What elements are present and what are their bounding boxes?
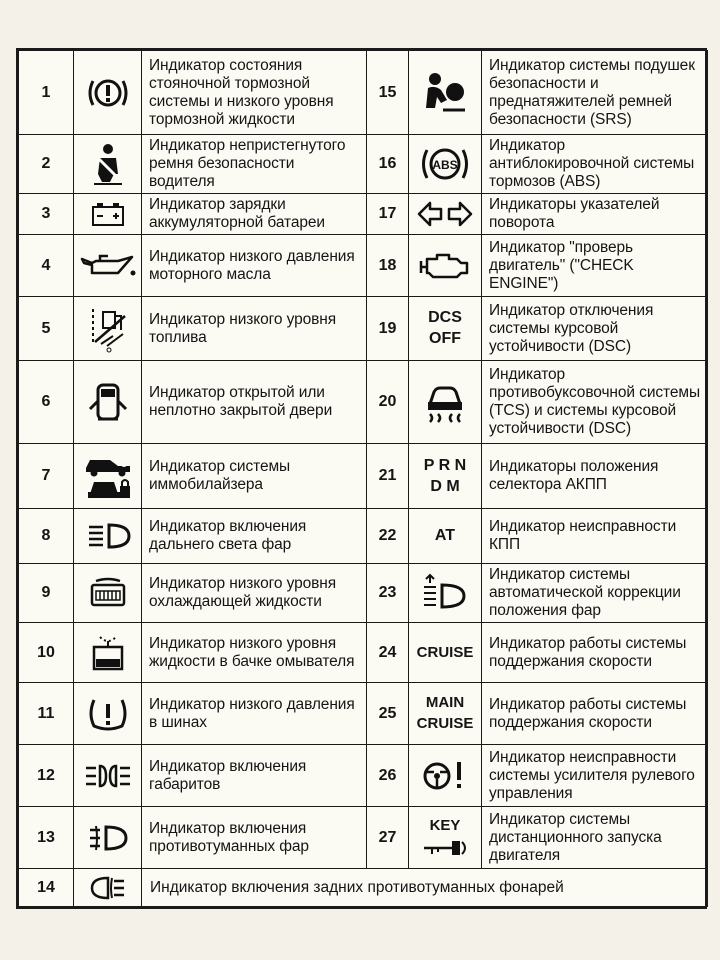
row-number: 3	[19, 194, 74, 235]
row-description: Индикатор включения противотуманных фар	[142, 807, 367, 869]
row-number: 24	[367, 623, 409, 683]
row-description: Индикатор работы системы поддержания скорости	[482, 623, 708, 683]
parking-lights-icon	[74, 745, 142, 807]
key-icon: KEY	[409, 807, 482, 869]
table-row	[19, 194, 708, 235]
table-row	[19, 564, 708, 623]
high-beam-icon	[74, 509, 142, 564]
row-number: 27	[367, 807, 409, 869]
table-row	[19, 509, 708, 564]
headlight-leveling-icon	[409, 564, 482, 623]
table-row	[19, 361, 708, 444]
table-row	[19, 623, 708, 683]
row-number: 7	[19, 444, 74, 509]
at-label: AT	[409, 509, 482, 564]
row-number: 15	[367, 51, 409, 135]
row-number: 23	[367, 564, 409, 623]
row-description: Индикатор включения габаритов	[142, 745, 367, 807]
row-number: 9	[19, 564, 74, 623]
row-description: Индикатор низкого уровня жидкости в бачке омывателя	[142, 623, 367, 683]
row-description: Индикатор низкого давления моторного масла	[142, 235, 367, 297]
row-description: Индикатор системы автоматической коррекции положения фар	[482, 564, 708, 623]
tire-pressure-icon	[74, 683, 142, 745]
row-description: Индикатор отключения системы курсовой устойчивости (DSC)	[482, 297, 708, 361]
row-description: Индикаторы положения селектора АКПП	[482, 444, 708, 509]
gear-selector-label: P R N D M	[409, 444, 482, 509]
row-description: Индикатор системы подушек безопасности и преднатяжителей ремней безопасности (SRS)	[482, 51, 708, 135]
row-description: Индикатор антиблокировочной системы тормозов (ABS)	[482, 135, 708, 194]
svg-text:ABS: ABS	[432, 158, 458, 172]
dsc-off-label: DCS OFF	[409, 297, 482, 361]
indicator-table	[16, 48, 707, 909]
row-description: Индикатор состояния стояночной тормозной системы и низкого уровня тормозной жидкости	[142, 51, 367, 135]
row-description: Индикатор неисправности системы усилителя рулевого управления	[482, 745, 708, 807]
row-description: Индикатор работы системы поддержания скорости	[482, 683, 708, 745]
row-description: Индикатор открытой или неплотно закрытой двери	[142, 361, 367, 444]
table-row	[19, 135, 708, 194]
battery-icon	[74, 194, 142, 235]
rear-fog-light-icon	[74, 869, 142, 907]
open-door-icon	[74, 361, 142, 444]
front-fog-light-icon	[74, 807, 142, 869]
table-row	[19, 235, 708, 297]
row-description: Индикатор включения задних противотуманных фонарей	[142, 869, 708, 907]
coolant-level-icon	[74, 564, 142, 623]
row-number: 22	[367, 509, 409, 564]
row-number: 17	[367, 194, 409, 235]
table-row	[19, 807, 708, 869]
table-row	[19, 444, 708, 509]
cruise-label: CRUISE	[409, 623, 482, 683]
row-number: 1	[19, 51, 74, 135]
row-description: Индикатор зарядки аккумуляторной батареи	[142, 194, 367, 235]
check-engine-icon	[409, 235, 482, 297]
power-steering-icon	[409, 745, 482, 807]
turn-signals-icon	[409, 194, 482, 235]
row-number: 12	[19, 745, 74, 807]
row-number: 6	[19, 361, 74, 444]
row-description: Индикатор низкого уровня охлаждающей жидкости	[142, 564, 367, 623]
row-number: 5	[19, 297, 74, 361]
row-number: 11	[19, 683, 74, 745]
airbag-icon	[409, 51, 482, 135]
fuel-pump-icon	[74, 297, 142, 361]
row-number: 25	[367, 683, 409, 745]
row-number: 2	[19, 135, 74, 194]
table-row	[19, 683, 708, 745]
row-number: 18	[367, 235, 409, 297]
table-row	[19, 869, 708, 907]
row-description: Индикатор включения дальнего света фар	[142, 509, 367, 564]
washer-fluid-icon	[74, 623, 142, 683]
row-number: 21	[367, 444, 409, 509]
parking-brake-icon	[74, 51, 142, 135]
row-number: 26	[367, 745, 409, 807]
main-cruise-label: MAIN CRUISE	[409, 683, 482, 745]
row-number: 19	[367, 297, 409, 361]
row-number: 16	[367, 135, 409, 194]
row-number: 20	[367, 361, 409, 444]
table-row	[19, 745, 708, 807]
table-row	[19, 297, 708, 361]
row-number: 14	[19, 869, 74, 907]
seatbelt-icon	[74, 135, 142, 194]
row-description: Индикатор системы иммобилайзера	[142, 444, 367, 509]
abs-icon	[409, 135, 482, 194]
row-description: Индикатор низкого давления в шинах	[142, 683, 367, 745]
row-description: Индикатор низкого уровня топлива	[142, 297, 367, 361]
row-description: Индикатор противобуксовочной системы (TCS) и системы курсовой устойчивости (DSC)	[482, 361, 708, 444]
row-description: Индикаторы указателей поворота	[482, 194, 708, 235]
row-description: Индикатор системы дистанционного запуска двигателя	[482, 807, 708, 869]
row-number: 8	[19, 509, 74, 564]
immobilizer-icon	[74, 444, 142, 509]
oil-can-icon	[74, 235, 142, 297]
row-number: 10	[19, 623, 74, 683]
row-number: 4	[19, 235, 74, 297]
row-number: 13	[19, 807, 74, 869]
row-description: Индикатор "проверь двигатель" ("CHECK ENGINE")	[482, 235, 708, 297]
table-row	[19, 51, 708, 135]
row-description: Индикатор неисправности КПП	[482, 509, 708, 564]
row-description: Индикатор непристегнутого ремня безопасности водителя	[142, 135, 367, 194]
traction-control-icon	[409, 361, 482, 444]
